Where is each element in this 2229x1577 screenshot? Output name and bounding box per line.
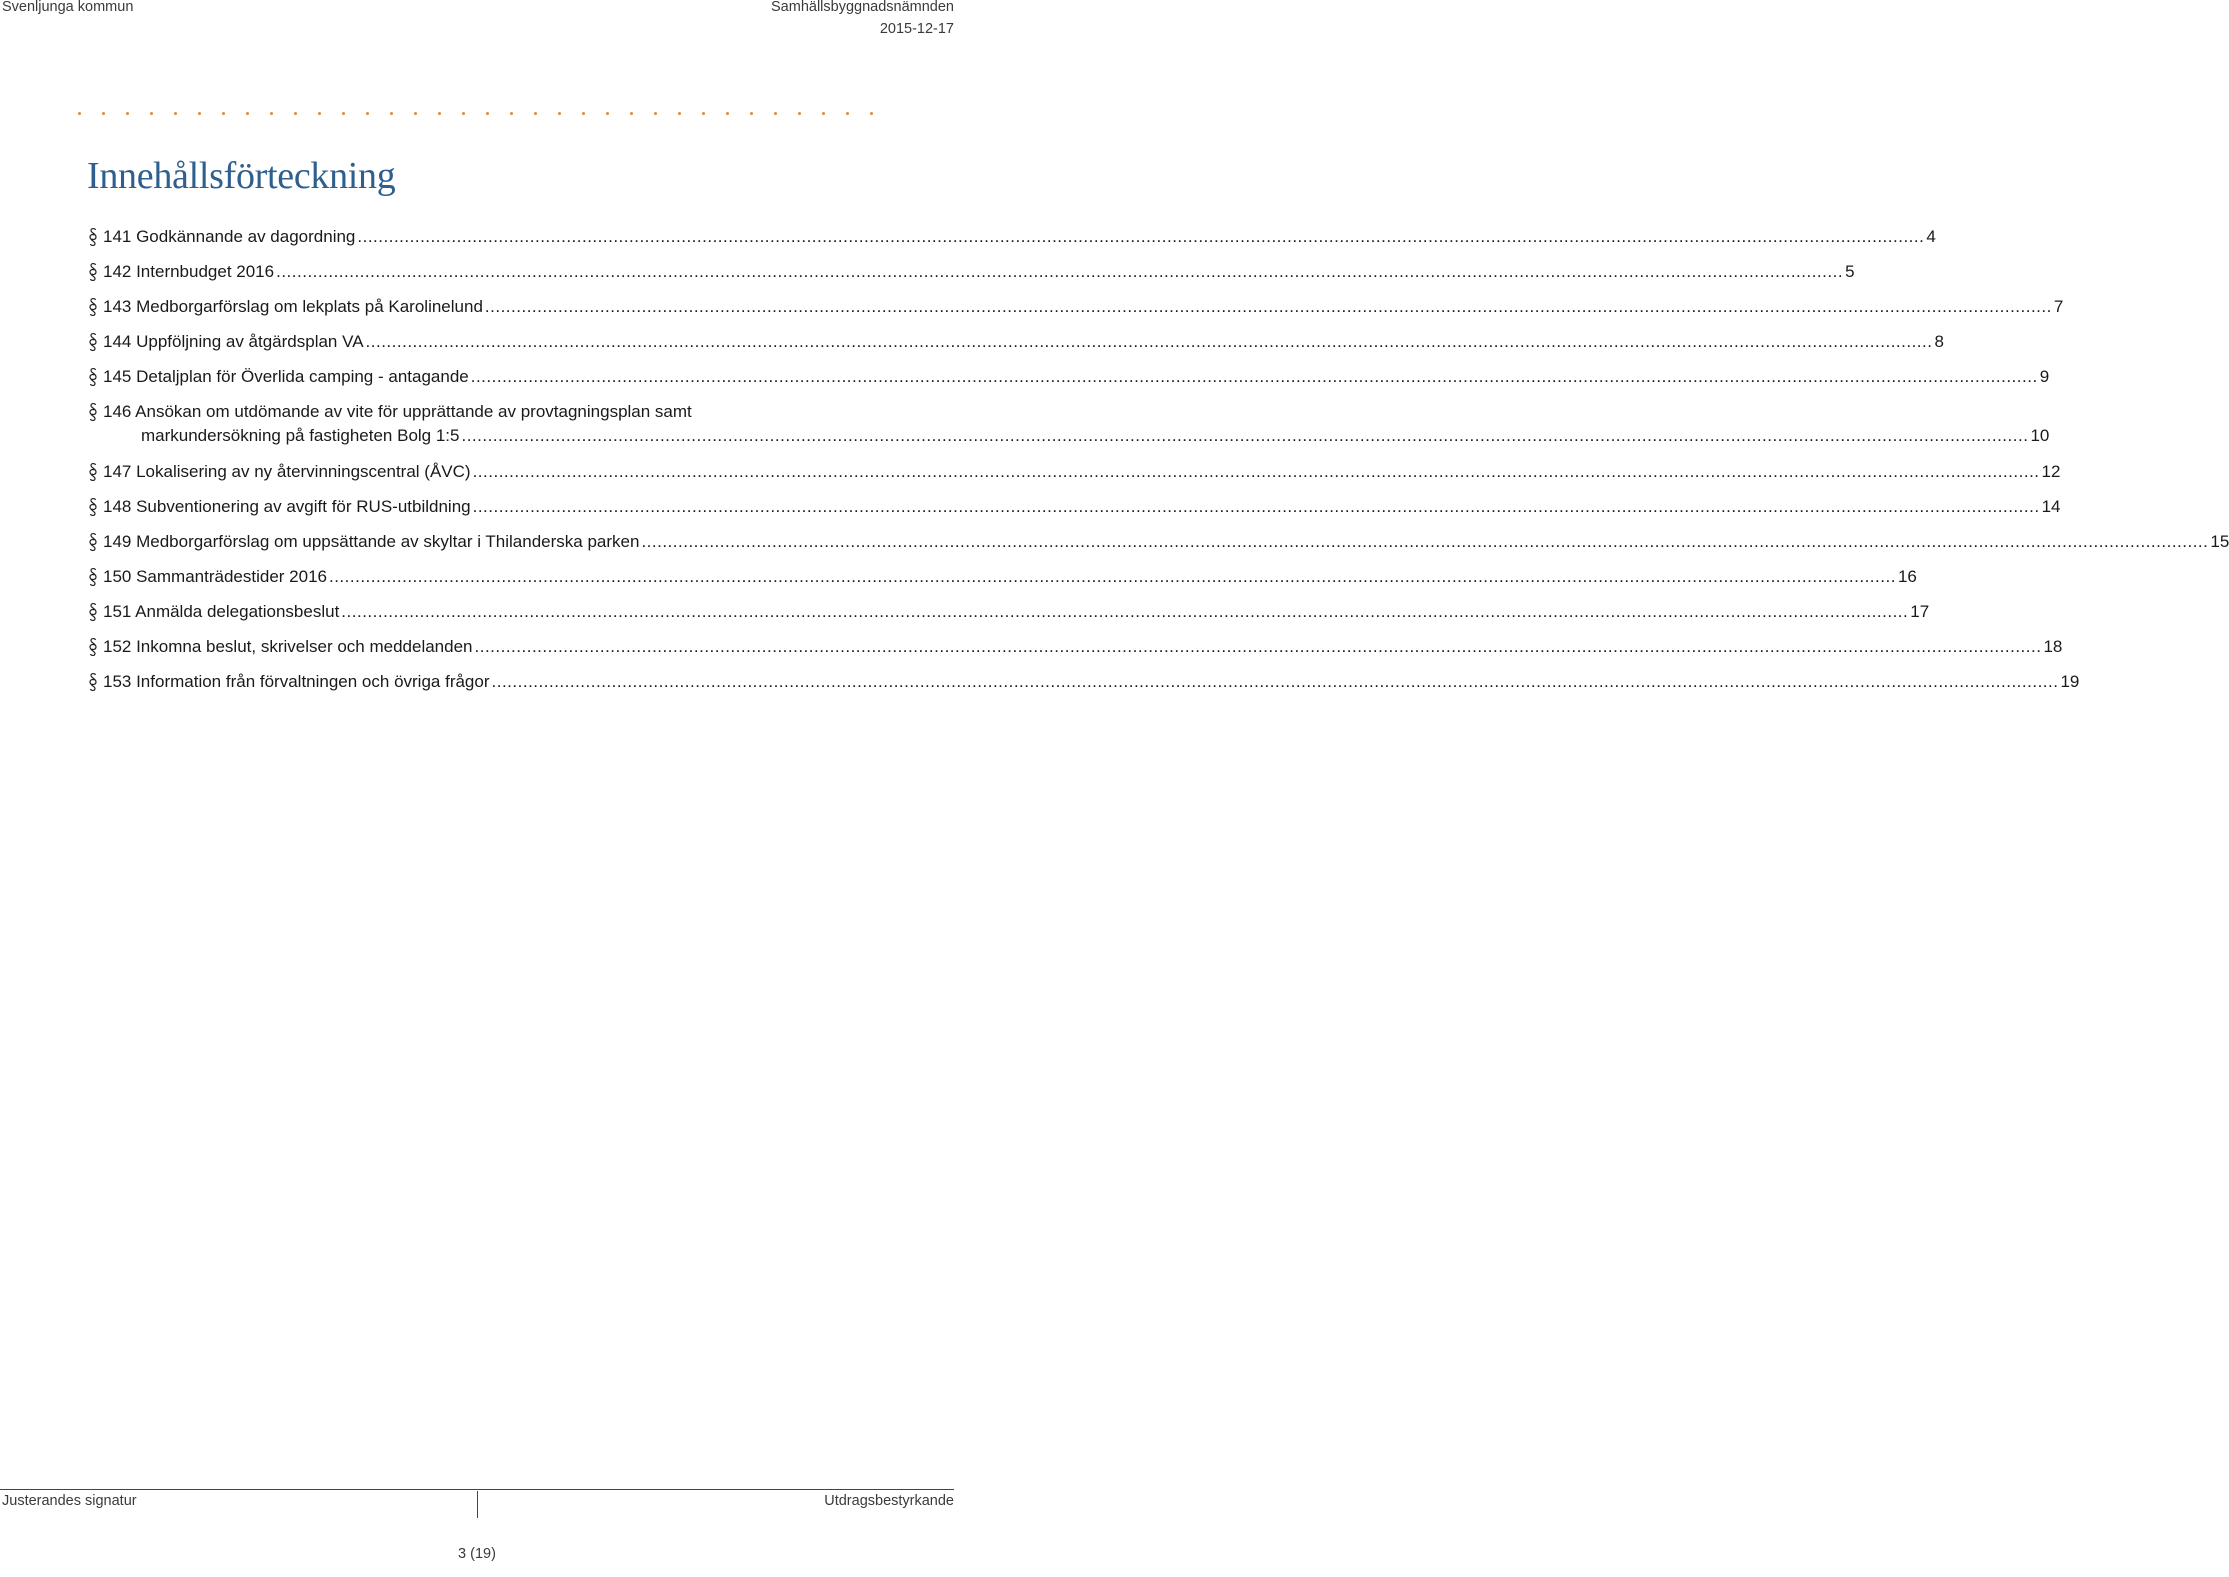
toc-entry-title: markundersökning på fastigheten Bolg 1:5 [141,426,460,445]
header-org: Svenljunga kommun [2,0,134,15]
dot [294,112,297,115]
section-sign-icon [87,636,99,658]
toc-entry-title: 149 Medborgarförslag om uppsättande av skyltar i Thilanderska parken [103,532,640,551]
dot-leader: ............................................................................................................................................................................................................................................................................................................ [328,567,1896,586]
dot [798,112,801,115]
section-sign-icon [87,601,99,623]
toc-entry[interactable] [87,295,2064,319]
dot [870,112,873,115]
header-date: 2015-12-17 [879,21,954,37]
toc-entry-page: 9 [2039,367,2050,386]
dot [630,112,633,115]
dot [486,112,489,115]
footer-signature-label: Justerandes signatur [2,1493,137,1509]
dot [510,112,513,115]
dot [342,112,345,115]
toc-entry[interactable] [87,670,2080,694]
section-sign-icon [87,531,99,553]
toc-entry-title: 150 Sammanträdestider 2016 [103,567,327,586]
section-sign-icon [87,226,99,248]
section-sign-icon [87,366,99,388]
dot [246,112,249,115]
toc-entry-page: 7 [2053,297,2064,316]
section-sign-icon [87,671,99,693]
toc-entry[interactable] [87,565,1917,589]
page-number: 3 (19) [458,1546,496,1562]
toc-entry-page: 4 [1926,227,1936,246]
dot [558,112,561,115]
dot [102,112,105,115]
header-board: Samhällsbyggnadsnämnden [771,0,954,15]
toc-entry-title: 145 Detaljplan för Överlida camping - antagande [103,367,469,386]
toc-entry-title: 147 Lokalisering av ny återvinningscentral (ÅVC) [103,462,471,481]
footer-divider [0,1489,954,1490]
toc-entry-page: 16 [1897,567,1917,586]
toc-entry[interactable] [87,530,2229,554]
toc-entry-title: 152 Inkomna beslut, skrivelser och meddelanden [103,637,473,656]
dot [606,112,609,115]
toc-entry-page: 10 [2030,426,2050,445]
toc-entry[interactable] [87,400,2050,448]
toc-entry-title: 141 Godkännande av dagordning [103,227,356,246]
dot [78,112,81,115]
dot [390,112,393,115]
dot [846,112,849,115]
dot-leader: ............................................................................................................................................................................................................................................................................................................ [641,532,2209,551]
section-sign-icon [87,496,99,518]
toc-entry[interactable] [87,635,2063,659]
section-sign-icon [87,566,99,588]
dot-leader: ............................................................................................................................................................................................................................................................................................................ [341,602,1909,621]
toc-entry-title: 148 Subventionering av avgift för RUS-utbildning [103,497,471,516]
dot [414,112,417,115]
dot [654,112,657,115]
dot-leader: ............................................................................................................................................................................................................................................................................................................ [472,497,2040,516]
toc-entry[interactable] [87,495,2061,519]
dot [582,112,585,115]
toc-entry-title: 144 Uppföljning av åtgärdsplan VA [103,332,364,351]
toc-entry-page: 14 [2041,497,2061,516]
toc-entry-title: 151 Anmälda delegationsbeslut [103,602,340,621]
toc-entry-page: 18 [2043,637,2063,656]
dot [462,112,465,115]
dot-leader: ............................................................................................................................................................................................................................................................................................................ [472,462,2040,481]
toc-entry[interactable] [87,330,1944,354]
dot-leader: ............................................................................................................................................................................................................................................................................................................ [484,297,2052,316]
toc-entry[interactable] [87,600,1930,624]
dot [774,112,777,115]
dot-leader: ............................................................................................................................................................................................................................................................................................................ [461,426,2029,445]
toc-entry-title: 142 Internbudget 2016 [103,262,275,281]
dot [150,112,153,115]
toc-entry[interactable] [87,365,2050,389]
toc-entry-page: 19 [2060,672,2080,691]
section-sign-icon [87,261,99,283]
dot [750,112,753,115]
dot [366,112,369,115]
toc-entry-page: 12 [2041,462,2061,481]
toc-entry-title: 153 Information från förvaltningen och övriga frågor [103,672,490,691]
dot [534,112,537,115]
section-sign-icon [87,401,99,423]
dot [822,112,825,115]
dot-leader: ............................................................................................................................................................................................................................................................................................................ [470,367,2038,386]
toc-entry-title: 146 Ansökan om utdömande av vite för upprättande av provtagningsplan samt [103,402,692,421]
dot [270,112,273,115]
toc-title: Innehållsförteckning [87,155,396,197]
dot-leader: ............................................................................................................................................................................................................................................................................................................ [276,262,1844,281]
dot-leader: ............................................................................................................................................................................................................................................................................................................ [474,637,2042,656]
toc-entry[interactable] [87,260,1855,284]
toc-entry-page: 17 [1910,602,1930,621]
toc-entry-page: 5 [1845,262,1855,281]
decorative-dotted-rule [78,104,873,122]
dot-leader: ............................................................................................................................................................................................................................................................................................................ [491,672,2059,691]
dot [222,112,225,115]
dot-leader: ............................................................................................................................................................................................................................................................................................................ [357,227,1925,246]
dot [174,112,177,115]
toc-entry-page: 15 [2210,532,2229,551]
dot [678,112,681,115]
dot [126,112,129,115]
footer-separator [477,1491,478,1518]
toc-entry-title: 143 Medborgarförslag om lekplats på Karolinelund [103,297,483,316]
dot [726,112,729,115]
dot [702,112,705,115]
dot [438,112,441,115]
dot [198,112,201,115]
section-sign-icon [87,331,99,353]
section-sign-icon [87,296,99,318]
dot [318,112,321,115]
section-sign-icon [87,461,99,483]
footer-certification-label: Utdragsbestyrkande [824,1493,954,1509]
toc-entry[interactable] [87,225,1936,249]
toc-entry[interactable] [87,460,2061,484]
dot-leader: ............................................................................................................................................................................................................................................................................................................ [365,332,1933,351]
toc-entry-page: 8 [1934,332,1944,351]
